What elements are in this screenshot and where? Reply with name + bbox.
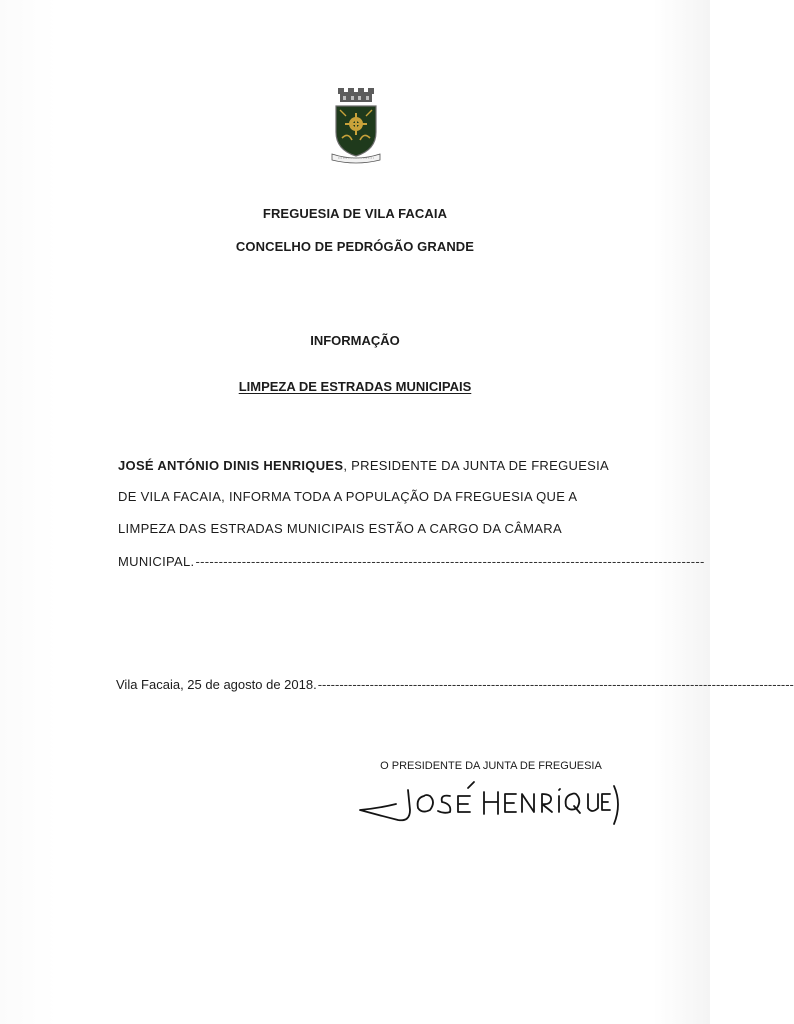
body-line-4 (118, 554, 705, 569)
handwritten-signature (352, 780, 620, 840)
coat-of-arms-icon (328, 86, 384, 166)
parish-name: FREGUESIA DE VILA FACAIA (262, 206, 448, 221)
notice-subject (0, 379, 710, 394)
body-filler-dashes: -------------------------------------------------------------------------------------------------------------- (195, 554, 705, 569)
date-line (116, 677, 794, 692)
body-line-1-rest: , PRESIDENTE DA JUNTA DE FREGUESIA (343, 458, 610, 473)
date-filler-dashes: -------------------------------------------------------------------------------------------------------------- (317, 677, 794, 692)
notice-subject-text: LIMPEZA DE ESTRADAS MUNICIPAIS (238, 379, 472, 394)
notice-heading: INFORMAÇÃO (310, 333, 400, 348)
body-line-1 (118, 458, 610, 473)
body-line-2: DE VILA FACAIA, INFORMA TODA A POPULAÇÃO DA FREGUESIA QUE A (118, 489, 578, 504)
president-name: JOSÉ ANTÓNIO DINIS HENRIQUES (118, 458, 344, 473)
signature-caption: O PRESIDENTE DA JUNTA DE FREGUESIA (380, 760, 602, 772)
body-line-4-text: MUNICIPAL. (118, 554, 195, 569)
council-name: CONCELHO DE PEDRÓGÃO GRANDE (235, 239, 475, 254)
body-line-3: LIMPEZA DAS ESTRADAS MUNICIPAIS ESTÃO A CARGO DA CÂMARA (118, 521, 562, 536)
place-date: Vila Facaia, 25 de agosto de 2018. (116, 677, 317, 692)
